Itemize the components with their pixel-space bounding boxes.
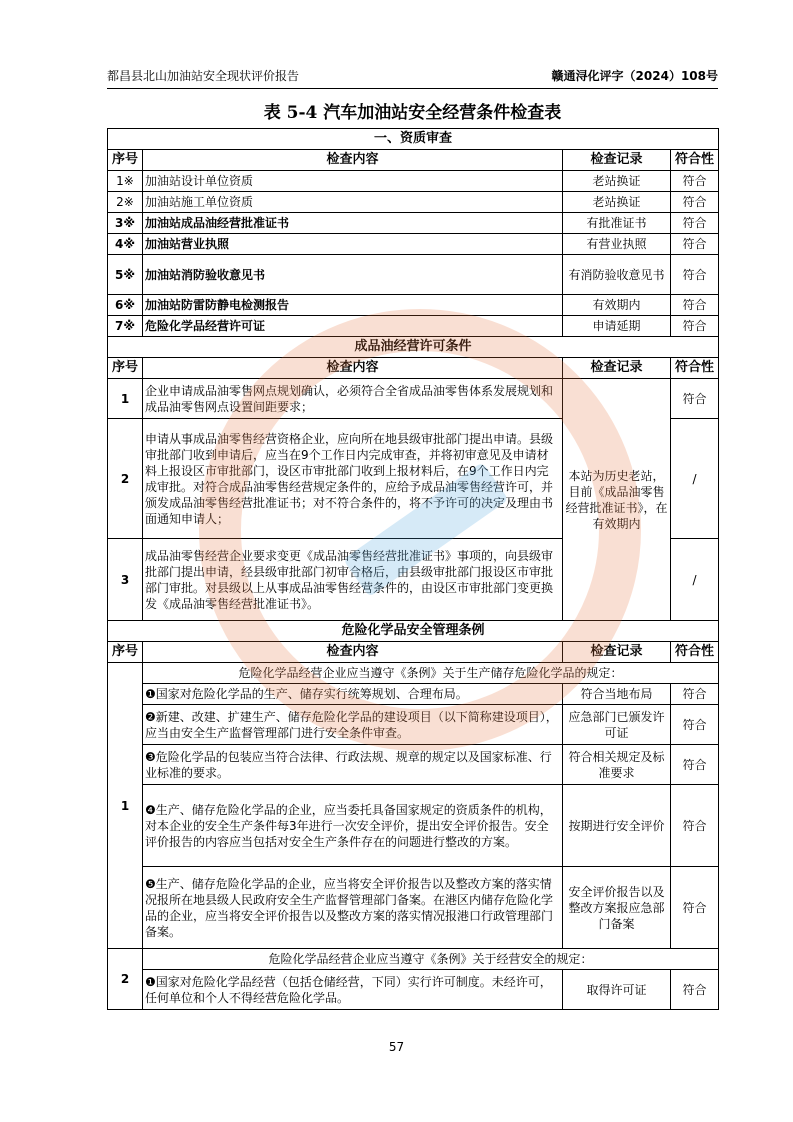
table-row xyxy=(108,295,719,316)
col-conform: 符合性 xyxy=(671,150,719,171)
col-content: 检查内容 xyxy=(143,150,563,171)
row-conform: 符合 xyxy=(671,705,719,745)
row-content: 加油站施工单位资质 xyxy=(143,192,563,213)
row-content: ❷新建、改建、扩建生产、储存危险化学品的建设项目（以下简称建设项目），应当由安全生产监督管理部门进行安全条件审查。 xyxy=(143,705,563,745)
group-no: 1 xyxy=(108,663,143,949)
header-row xyxy=(108,150,719,171)
header-row xyxy=(108,642,719,663)
row-conform: 符合 xyxy=(671,295,719,316)
row-conform: 符合 xyxy=(671,171,719,192)
col-no: 序号 xyxy=(108,150,143,171)
row-conform: 符合 xyxy=(671,785,719,867)
group-intro-row xyxy=(108,949,719,970)
row-no: 1 xyxy=(108,379,143,419)
inspection-table xyxy=(107,128,719,1010)
group-intro: 危险化学品经营企业应当遵守《条例》关于生产储存危险化学品的规定： xyxy=(143,663,719,684)
row-conform: 符合 xyxy=(671,192,719,213)
row-content: 危险化学品经营许可证 xyxy=(143,316,563,337)
row-record: 符合相关规定及标准要求 xyxy=(563,745,671,785)
table-row xyxy=(108,867,719,949)
group-intro: 危险化学品经营企业应当遵守《条例》关于经营安全的规定： xyxy=(143,949,719,970)
row-conform: 符合 xyxy=(671,234,719,255)
row-content: ❶国家对危险化学品的生产、储存实行统筹规划、合理布局。 xyxy=(143,684,563,705)
row-content: ❸危险化学品的包装应当符合法律、行政法规、规章的规定以及国家标准、行业标准的要求。 xyxy=(143,745,563,785)
col-record: 检查记录 xyxy=(563,150,671,171)
col-record: 检查记录 xyxy=(563,358,671,379)
row-conform: 符合 xyxy=(671,970,719,1010)
page-number: 57 xyxy=(388,1040,405,1054)
row-content: 成品油零售经营企业要求变更《成品油零售经营批准证书》事项的，向县级审批部门提出申请，经县级审批部门初审合格后，由县级审批部门报设区市审批部门审批。对县级以上从事成品油零售经营条件的，由设区市审批部门变更换发《成品油零售经营批准证书》。 xyxy=(143,539,563,621)
row-record: 有营业执照 xyxy=(563,234,671,255)
row-content: ❺生产、储存危险化学品的企业，应当将安全评价报告以及整改方案的落实情况报所在地县级人民政府安全生产监督管理部门备案。在港区内储存危险化学品的企业，应当将安全评价报告以及整改方案的落实情况报港口行政管理部门备案。 xyxy=(143,867,563,949)
table-row xyxy=(108,745,719,785)
col-record: 检查记录 xyxy=(563,642,671,663)
row-record: 按期进行安全评价 xyxy=(563,785,671,867)
row-record: 有消防验收意见书 xyxy=(563,255,671,295)
table-row xyxy=(108,171,719,192)
section-title-oil-license: 成品油经营许可条件 xyxy=(108,337,719,358)
report-number: 赣通浔化评字（2024）108号 xyxy=(551,69,718,83)
table-row xyxy=(108,316,719,337)
row-conform: 符合 xyxy=(671,213,719,234)
row-content: 申请从事成品油零售经营资格企业，应向所在地县级审批部门提出申请。县级审批部门收到申请后，应当在9个工作日内完成审查，并将初审意见及申请材料上报设区市审批部门，设区市审批部门收到上报材料后，在9个工作日内完成审批。对符合成品油零售经营规定条件的，应给予成品油零售经营许可，并颁发成品油零售经营批准证书；对不符合条件的，将不予许可的决定及理由书面通知申请人； xyxy=(143,419,563,539)
table-row xyxy=(108,234,719,255)
row-no: 2※ xyxy=(108,192,143,213)
row-no: 4※ xyxy=(108,234,143,255)
row-conform: 符合 xyxy=(671,379,719,419)
row-record: 有效期内 xyxy=(563,295,671,316)
row-content: 加油站防雷防静电检测报告 xyxy=(143,295,563,316)
row-record: 申请延期 xyxy=(563,316,671,337)
row-record: 有批准证书 xyxy=(563,213,671,234)
row-conform: / xyxy=(671,419,719,539)
table-title: 表 5-4 汽车加油站安全经营条件检查表 xyxy=(263,103,562,123)
group-no: 2 xyxy=(108,949,143,1010)
row-record: 老站换证 xyxy=(563,171,671,192)
row-no: 3※ xyxy=(108,213,143,234)
row-record: 老站换证 xyxy=(563,192,671,213)
row-content: 加油站消防验收意见书 xyxy=(143,255,563,295)
row-content: 企业申请成品油零售网点规划确认，必须符合全省成品油零售体系发展规划和成品油零售网点设置间距要求； xyxy=(143,379,563,419)
row-conform: 符合 xyxy=(671,255,719,295)
group-intro-row xyxy=(108,663,719,684)
row-record: 应急部门已颁发许可证 xyxy=(563,705,671,745)
row-record: 取得许可证 xyxy=(563,970,671,1010)
table-row xyxy=(108,379,719,419)
row-conform: 符合 xyxy=(671,316,719,337)
col-no: 序号 xyxy=(108,642,143,663)
row-content: ❹生产、储存危险化学品的企业，应当委托具备国家规定的资质条件的机构，对本企业的安全生产条件每3年进行一次安全评价，提出安全评价报告。安全评价报告的内容应当包括对安全生产条件存在的问题进行整改的方案。 xyxy=(143,785,563,867)
table-row xyxy=(108,684,719,705)
header-row xyxy=(108,358,719,379)
row-conform: / xyxy=(671,539,719,621)
report-name: 都昌县北山加油站安全现状评价报告 xyxy=(107,69,300,83)
row-no: 1※ xyxy=(108,171,143,192)
row-no: 2 xyxy=(108,419,143,539)
col-content: 检查内容 xyxy=(143,642,563,663)
row-content: 加油站设计单位资质 xyxy=(143,171,563,192)
oil-license-record: 本站为历史老站，目前《成品油零售经营批准证书》，在有效期内 xyxy=(563,379,671,621)
col-content: 检查内容 xyxy=(143,358,563,379)
row-content: 加油站营业执照 xyxy=(143,234,563,255)
table-row xyxy=(108,705,719,745)
row-no: 6※ xyxy=(108,295,143,316)
row-conform: 符合 xyxy=(671,867,719,949)
row-no: 7※ xyxy=(108,316,143,337)
table-row xyxy=(108,192,719,213)
section-title-hazchem: 危险化学品安全管理条例 xyxy=(108,621,719,642)
col-conform: 符合性 xyxy=(671,358,719,379)
table-row xyxy=(108,970,719,1010)
row-conform: 符合 xyxy=(671,684,719,705)
row-content: ❶国家对危险化学品经营（包括仓储经营，下同）实行许可制度。未经许可，任何单位和个人不得经营危险化学品。 xyxy=(143,970,563,1010)
section-title-qualification: 一、资质审查 xyxy=(108,129,719,150)
table-row xyxy=(108,785,719,867)
row-record: 安全评价报告以及整改方案报应急部门备案 xyxy=(563,867,671,949)
row-no: 5※ xyxy=(108,255,143,295)
col-no: 序号 xyxy=(108,358,143,379)
row-no: 3 xyxy=(108,539,143,621)
col-conform: 符合性 xyxy=(671,642,719,663)
row-record: 符合当地布局 xyxy=(563,684,671,705)
table-row xyxy=(108,255,719,295)
page-header xyxy=(107,66,718,89)
table-row xyxy=(108,213,719,234)
row-content: 加油站成品油经营批准证书 xyxy=(143,213,563,234)
row-conform: 符合 xyxy=(671,745,719,785)
